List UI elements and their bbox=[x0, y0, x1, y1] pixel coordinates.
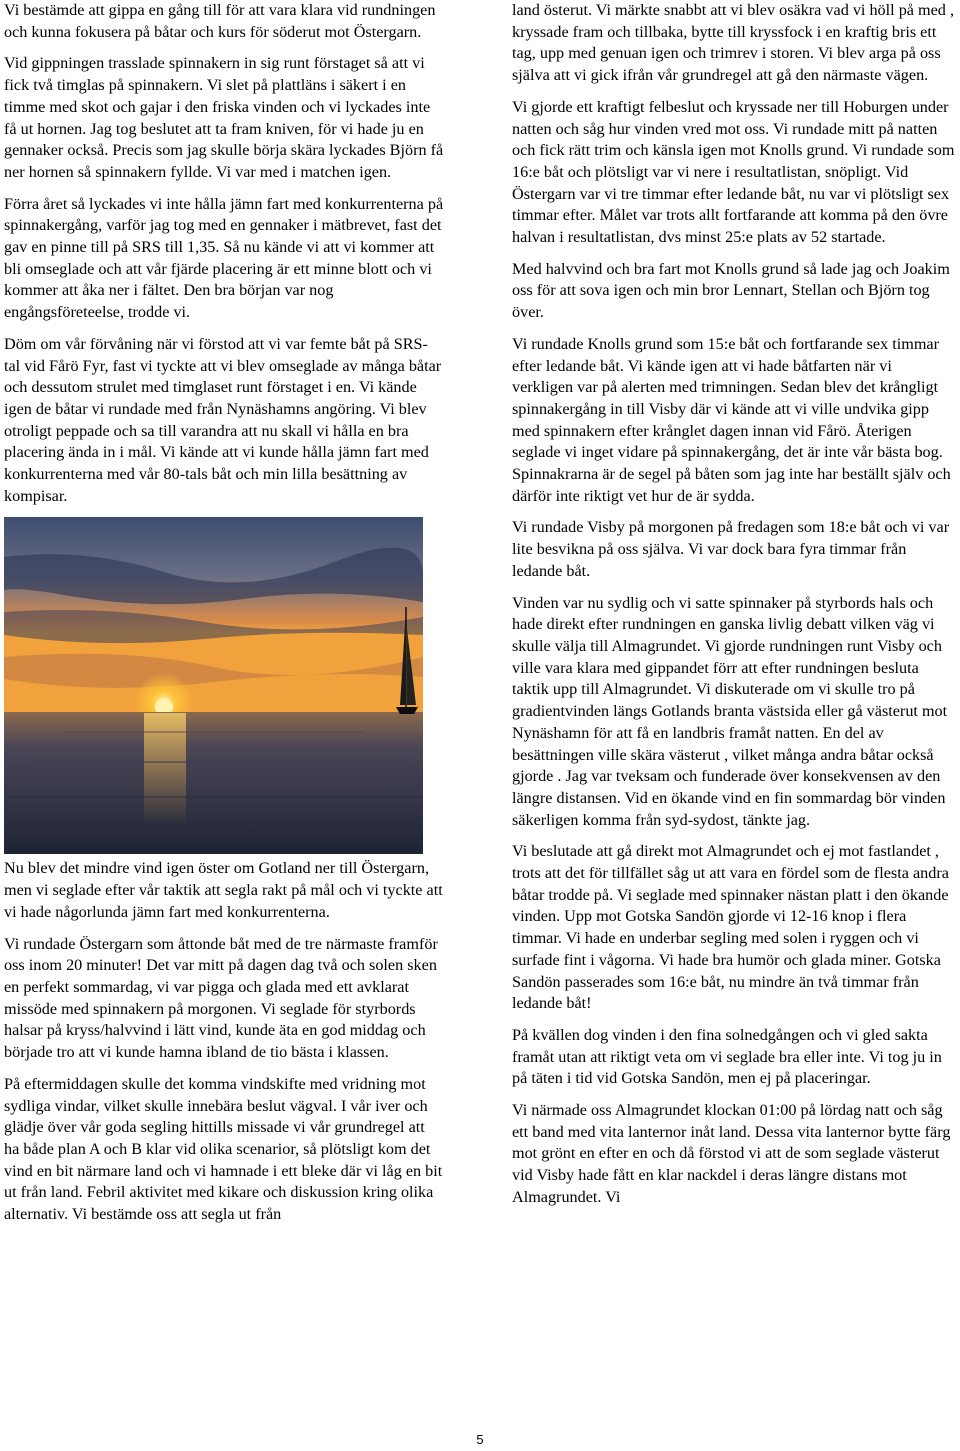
paragraph: Vi bestämde att gippa en gång till för att vara klara vid rundningen och kunna fokusera på båtar och kurs för söderut mot Östergarn. bbox=[4, 1, 436, 41]
paragraph: Vid gippningen trasslade spinnakern in sig runt förstaget så att vi fick två timglas på spinnakern. Vi slet på plattläns i säkert i en timme med skot och gajar i den friska vinden och vi lyckades inte få ut hornen. Jag tog beslutet att ta fram kniven, för vi hade ju en gennaker också. Precis som jag skulle börja skära lyckades Björn få ner hornen så spinnakern fyllde. Vi var med i matchen igen. bbox=[4, 54, 444, 181]
paragraph: land österut. Vi märkte snabbt att vi blev osäkra vad vi höll på med , kryssade fram och tillbaka, bytte till kryssfock i en kraftig bris ett tag, upp med genuan igen och trimrev i storen. Vi blev arga på oss själva att vi gick ifrån vår grundregel att gå den närmaste vägen. bbox=[512, 1, 954, 85]
right-column bbox=[512, 0, 957, 1219]
paragraph: På kvällen dog vinden i den fina solnedgången och vi gled sakta framåt utan att riktigt veta om vi seglade bra eller inte. Vi tog ju in på täten i tid vid Gotska Sandön, men ej på placeringar. bbox=[512, 1025, 942, 1088]
paragraph: Vi rundade Visby på morgonen på fredagen som 18:e båt och vi var lite besvikna på oss själva. Vi var dock bara fyra timmar från ledande båt. bbox=[512, 518, 950, 580]
paragraph: Med halvvind och bra fart mot Knolls grund så lade jag och Joakim oss för att sova igen och min bror Lennart, Stellan och Björn tog över. bbox=[512, 259, 950, 322]
paragraph: Vi rundade Knolls grund som 15:e båt och fortfarande sex timmar efter ledande båt. Vi kände igen att vi hade båtfarten när vi verkligen var på alerten med trimningen. Sedan blev det krångligt spinnakergång in till Visby där vi kände att vi ville undvika gipp med spinnakern efter krånglet dagen innan vid Fårö. Återigen seglade vi inget vidare på spinnakergång, det är inte vår bästa bog. Spinnakrarna är de segel på båten som jag inte har beställt själv och därför inte riktigt vet hur de är sydda. bbox=[512, 334, 951, 505]
page-number: 5 bbox=[476, 1432, 484, 1447]
left-column bbox=[4, 0, 444, 1236]
paragraph: Nu blev det mindre vind igen öster om Gotland ner till Östergarn, men vi seglade efter vår taktik att segla rakt på mål och vi tyckte att vi hade någorlunda jämn fart med konkurrenterna. bbox=[4, 859, 443, 921]
paragraph: Döm om vår förvåning när vi förstod att vi var femte båt på SRS-tal vid Fårö Fyr, fast vi tyckte att vi blev omseglade av många båtar och dessutom strulet med timglaset runt förstaget i en. Vi kände igen de båtar vi rundade med från Nynäshamns angöring. Vi blev otroligt peppade och sa till varandra att nu skall vi hålla en bra placering ända in i mål. Vi kände att vi kunde hålla jämn fart med konkurrenterna med vår 80-tals båt och min lilla besättning av kompisar. bbox=[4, 334, 442, 505]
sunset-sailboat-photo bbox=[4, 517, 423, 854]
paragraph: Vi gjorde ett kraftigt felbeslut och kryssade ner till Hoburgen under natten och såg hur vinden vred mot oss. Vi rundade mitt på natten och fick rätt trim och känsla igen mot Knolls grund. Vi rundade som 16:e båt och plötsligt var vi nere i resultatlistan, snöpligt. Vid Östergarn var vi tre timmar efter ledande båt, nu var vi plötsligt sex timmar efter. Målet var trots allt fortfarande att komma på den övre halvan i resultatlistan, dvs minst 25:e plats av 52 startade. bbox=[512, 97, 955, 247]
paragraph: På eftermiddagen skulle det komma vindskifte med vridning mot sydliga vindar, vilket skulle innebära beslut vägval. I vår iver och glädje över vår goda segling hittills missade vi vår grundregel att ha både plan A och B klar vid olika scenarior, så plötsligt kom det vind en bit närmare land och vi hamnade i ett bleke där vi låg en bit ut från land. Febril aktivitet med kikare och diskussion kring olika alternativ. Vi bestämde oss att segla ut från bbox=[4, 1074, 443, 1224]
paragraph: Vi rundade Östergarn som åttonde båt med de tre närmaste framför oss inom 20 minuter! Det var mitt på dagen dag två och solen sken en perfekt sommardag, vi var pigga och glada med ett avklarat missöde med spinnakern på morgonen. Vi seglade för styrbords halsar på kryss/halvvind i lätt vind, kunde äta en god middag och började tro att vi kunde hamna ibland de tio bästa i klassen. bbox=[4, 934, 438, 1062]
paragraph: Förra året så lyckades vi inte hålla jämn fart med konkurrenterna på spinnakergång, varför jag tog med en gennaker i mätbrevet, fast det gav en pinne till på SRS till 1,35. Så nu kände vi att vi kommer att bli omseglade och att vår fjärde placering är ett minne blott och vi kommer att åka ner i fältet. Den bra början var nog engångsföreteelse, trodde vi. bbox=[4, 194, 444, 322]
paragraph: Vi beslutade att gå direkt mot Almagrundet och ej mot fastlandet , trots att det för tillfället såg ut att vara en fördel som de flesta andra båtar trodde på. Vi seglade med spinnaker nästan platt i den ökande vinden. Upp mot Gotska Sandön gjorde vi 12-16 knop i flera timmar. Vi hade en underbar segling med solen i ryggen och vi surfade fint i vågorna. Vi hade bra humör och glada miner. Gotska Sandön passerades som 16:e båt, nu mindre än två timmar från ledande båt! bbox=[512, 842, 949, 1013]
paragraph: Vi närmade oss Almagrundet klockan 01:00 på lördag natt och såg ett band med vita lanternor inåt land. Dessa vita lanternor bytte färg mot grönt en efter en och då förstod vi att de som seglade västerut vid Visby hade fått en klar nackdel i deras längre distans mot Almagrundet. Vi bbox=[512, 1101, 951, 1206]
paragraph: Vinden var nu sydlig och vi satte spinnaker på styrbords hals och hade direkt efter rundningen en ganska livlig debatt vilken väg vi skulle välja till Almagrundet. Vi gjorde rundningen runt Visby och ville vara klara med gippandet förr att efter rundningen besluta taktik upp till Almagrundet. Vi diskuterade om vi skulle tro på gradientvinden längs Gotlands branta västsida eller gå västerut mot Nynäshamn för att få en landbris framåt natten. En del av besättningen ville skära västerut , vilket många andra båtar också gjorde . Jag var tveksam och funderade över konsekvensen av den längre distansen. Vid en ökande vind en fin sommardag bör vinden säkerligen komma från syd-sydost, tänkte jag. bbox=[512, 593, 948, 829]
